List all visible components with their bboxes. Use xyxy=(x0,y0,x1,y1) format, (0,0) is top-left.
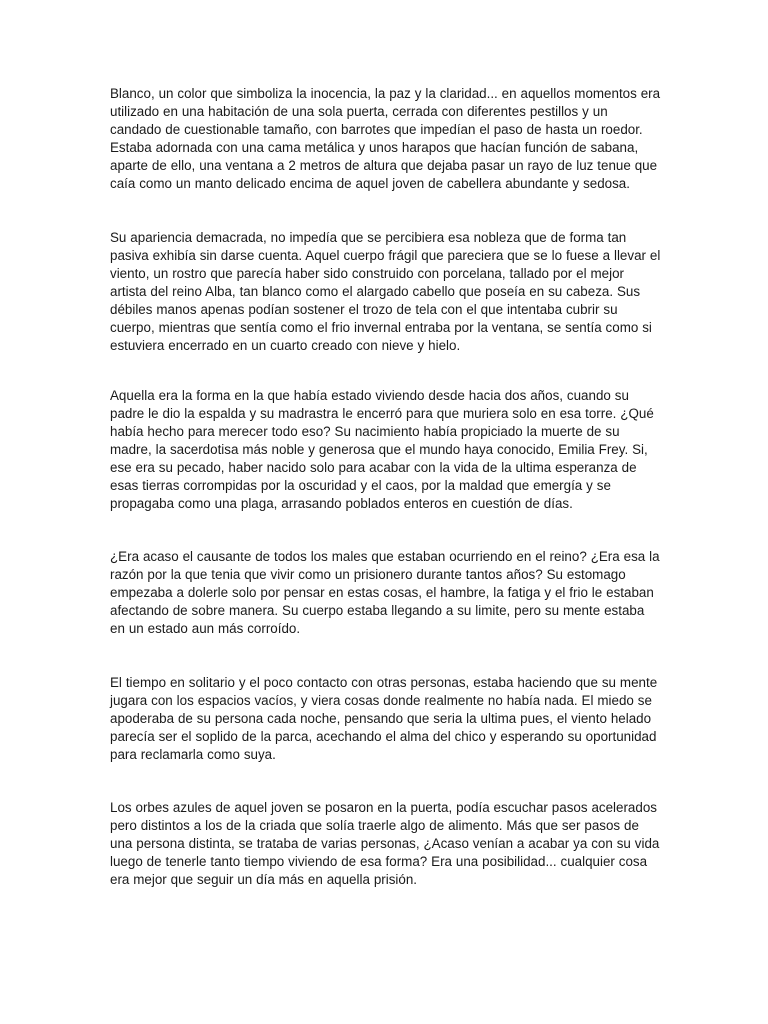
paragraph-3: Aquella era la forma en la que había estado viviendo desde hacia dos años, cuando su padre le dio la espalda y su madrastra le encerró para que muriera solo en esa torre. ¿Qué había hecho para merecer todo eso? Su nacimiento había propiciado la muerte de su madre, la sacerdotisa más noble y generosa que el mundo haya conocido, Emilia Frey. Si, ese era su pecado, haber nacido solo para acabar con la vida de la ultima esperanza de esas tierras corrompidas por la oscuridad y el caos, por la maldad que emergía y se propagaba como una plaga, arrasando poblados enteros en cuestión de días. xyxy=(110,388,654,511)
paragraph-5: El tiempo en solitario y el poco contacto con otras personas, estaba haciendo que su mente jugara con los espacios vacíos, y viera cosas donde realmente no había nada. El miedo se apoderaba de su persona cada noche, pensando que seria la ultima pues, el viento helado parecía ser el soplido de la parca, acechando el alma del chico y esperando su oportunidad para reclamarla como suya. xyxy=(110,675,658,762)
paragraph-6: Los orbes azules de aquel joven se posaron en la puerta, podía escuchar pasos acelerados pero distintos a los de la criada que solía traerle algo de alimento. Más que ser pasos de una persona distinta, se trataba de varias personas, ¿Acaso venían a acabar ya con su vida luego de tenerle tanto tiempo viviendo de esa forma? Era una posibilidad... cualquier cosa era mejor que seguir un día más en aquella prisión. xyxy=(110,800,660,887)
paragraph-1: Blanco, un color que simboliza la inocencia, la paz y la claridad... en aquellos momentos era utilizado en una habitación de una sola puerta, cerrada con diferentes pestillos y un candado de cuestionable tamaño, con barrotes que impedían el paso de hasta un roedor. Estaba adornada con una cama metálica y unos harapos que hacían función de sabana, aparte de ello, una ventana a 2 metros de altura que dejaba pasar un rayo de luz tenue que caía como un manto delicado encima de aquel joven de cabellera abundante y sedosa. xyxy=(110,86,661,191)
paragraph-2: Su apariencia demacrada, no impedía que se percibiera esa nobleza que de forma tan pasiva exhibía sin darse cuenta. Aquel cuerpo frágil que pareciera que se lo fuese a llevar el viento, un rostro que parecía haber sido construido con porcelana, tallado por el mejor artista del reino Alba, tan blanco como el alargado cabello que poseía en su cabeza. Sus débiles manos apenas podían sostener el trozo de tela con el que intentaba cubrir su cuerpo, mientras que sentía como el frio invernal entraba por la ventana, se sentía como si estuviera encerrado en un cuarto creado con nieve y hielo. xyxy=(110,230,661,353)
paragraph-4: ¿Era acaso el causante de todos los males que estaban ocurriendo en el reino? ¿Era esa la razón por la que tenia que vivir como un prisionero durante tantos años? Su estomago empezaba a dolerle solo por pensar en estas cosas, el hambre, la fatiga y el frio le estaban afectando de sobre manera. Su cuerpo estaba llegando a su limite, pero su mente estaba en un estado aun más corroído. xyxy=(110,549,660,636)
